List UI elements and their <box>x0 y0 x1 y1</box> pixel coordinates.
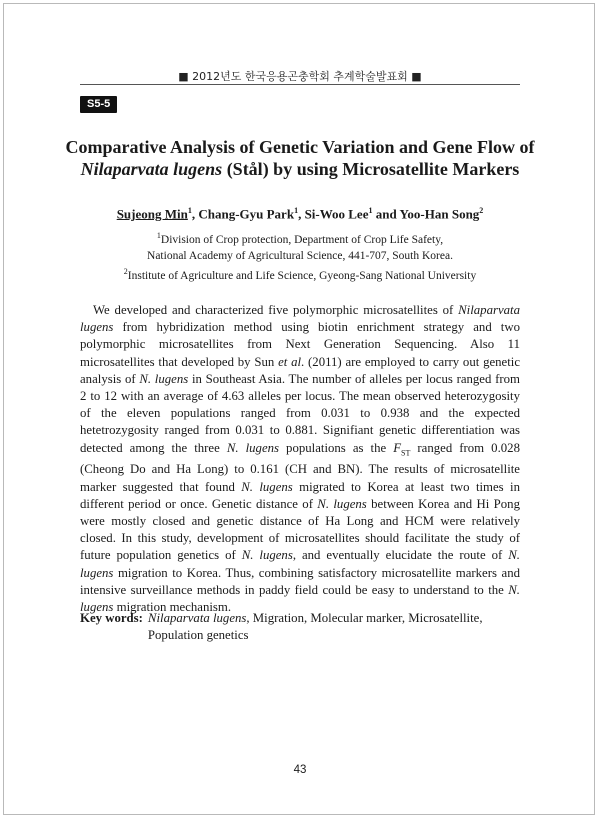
keywords <box>80 610 520 644</box>
keywords-list <box>148 610 520 644</box>
abstract-text: from hybridization method using biotin enrichment strategy and two polymorphic microsatellites from Next Generation Sequencing. Also 11 microsatellites that developed by Sun <box>80 320 520 369</box>
header-divider <box>80 84 520 85</box>
author-separator: , <box>298 206 305 222</box>
paper-title <box>60 136 540 180</box>
title-line2: (Stål) by using Microsatellite Markers <box>222 159 520 179</box>
keywords-label: Key words: <box>80 611 143 625</box>
session-badge: S5-5 <box>80 96 117 113</box>
affiliation-1-line2: National Academy of Agricultural Science, 441-707, South Korea. <box>147 249 453 262</box>
affiliations <box>60 228 540 284</box>
author-name: Sujeong Min <box>116 206 188 222</box>
author-sup: 1 <box>187 206 192 215</box>
abstract-text: migration mechanism. <box>113 600 232 614</box>
species-name: N. lugens <box>241 479 293 494</box>
keywords-rest: , Migration, Molecular marker, Microsatellite, Population genetics <box>147 611 483 643</box>
affiliation-2: Institute of Agriculture and Life Science, Gyeong-Sang National University <box>127 269 477 282</box>
author-list <box>60 206 540 222</box>
species-name: N. lugens <box>317 496 367 511</box>
author-sup: 2 <box>479 206 484 215</box>
abstract-text: in Southeast Asia. The number of alleles per locus ranged from 2 to 12 with an average of 4.63 alleles per locus. The mean observed heterozygosity of the eleven populations ranged from 0.031 to 0.938 and the expected hetetrozygosity ranged from 0.031 to 0.881. Signifiant genetic differentiation was detected among the three <box>80 371 520 455</box>
abstract-text: We developed and characterized five polymorphic microsatellites of <box>93 303 459 317</box>
species-name: Nilaparvata lugens <box>80 303 520 335</box>
affiliation-1-line1: Division of Crop protection, Department of Crop Life Safety, <box>160 233 444 246</box>
author-separator: , <box>191 206 199 222</box>
author-name: Chang-Gyu Park <box>198 206 295 222</box>
keyword-species: Nilaparvata lugens <box>147 611 247 625</box>
title-line1: Comparative Analysis of Genetic Variation and Gene Flow of <box>65 137 535 157</box>
author-separator: and <box>372 206 400 222</box>
author-sup: 1 <box>368 206 373 215</box>
species-name: N. lugens <box>80 582 520 614</box>
author-sup: 1 <box>294 206 299 215</box>
author-name: Yoo-Han Song <box>399 206 480 222</box>
affiliation-sup: 2 <box>123 266 128 276</box>
abstract-body <box>80 302 520 616</box>
abstract-text: . (2011) are employed to carry out genetic analysis of <box>80 354 521 386</box>
species-name: N. lugens <box>226 440 280 455</box>
species-name: N. lugens <box>80 548 520 580</box>
author-name: Si-Woo Lee <box>304 206 369 222</box>
abstract-text: populations as the <box>279 440 394 455</box>
abstract-text: migration to Korea. Thus, combining satisfactory microsatellite markers and intensive surveillance methods in paddy field could be easy to understand to the <box>80 565 520 597</box>
species-name: N. lugens <box>139 371 189 386</box>
et-al: et al <box>278 354 302 369</box>
abstract-text: ranged from 0.028 (Cheong Do and Ha Long) to 0.161 (CH and BN). The results of microsatellite marker suggested that found <box>80 440 520 494</box>
affiliation-sup: 1 <box>156 231 161 240</box>
title-species: Nilaparvata lugens <box>80 159 223 179</box>
abstract-text: between Korea and Hi Pong were mostly closed and genetic distance of Ha Long and HCM were relatively closed. In this study, development of microsatellites should facilitate the study of future population genetics of <box>80 496 520 563</box>
abstract-text: , and eventually elucidate the route of <box>292 548 509 563</box>
fst-subscript: ST <box>401 448 411 458</box>
abstract-paragraph <box>80 302 520 616</box>
abstract-text: migrated to Korea at least two times in different period or once. Genetic distance of <box>80 479 520 511</box>
species-name: N. lugens <box>241 548 293 563</box>
fst-symbol: F <box>393 440 402 455</box>
page-number: 43 <box>293 764 307 776</box>
conference-header: ■ 2012년도 한국응용곤충학회 추계학술발표회 ■ <box>178 70 422 83</box>
